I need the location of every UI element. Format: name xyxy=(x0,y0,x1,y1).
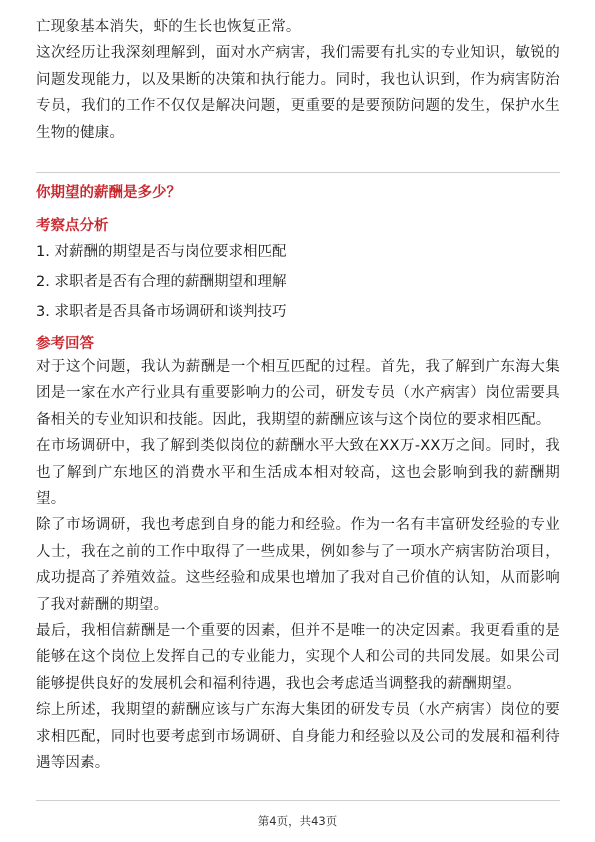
intro-paragraph: 这次经历让我深刻理解到，面对水产病害，我们需要有扎实的专业知识，敏锐的问题发现能力，以及果断的决策和执行能力。同时，我也认识到，作为病害防治专员，我们的工作不仅仅是解决问题，更重要的是要预防问题的发生，保护水生生物的健康。 xyxy=(36,45,560,141)
analysis-point: 1. 对薪酬的期望是否与岗位要求相匹配 xyxy=(36,244,287,260)
answer-heading: 参考回答 xyxy=(36,336,94,352)
intro-section xyxy=(36,14,560,146)
answer-paragraph: 最后，我相信薪酬是一个重要的因素，但并不是唯一的决定因素。我更看重的是能够在这个岗位上发挥自己的专业能力，实现个人和公司的共同发展。如果公司能够提供良好的发展机会和福利待遇，我也会考虑适当调整我的薪酬期望。 xyxy=(36,623,560,692)
page-number: 第4页，共43页 xyxy=(257,814,338,828)
footer-divider xyxy=(36,800,560,801)
question-title: 你期望的薪酬是多少？ xyxy=(36,185,181,201)
analysis-point: 2. 求职者是否有合理的薪酬期望和理解 xyxy=(36,274,287,290)
answer-paragraph: 综上所述，我期望的薪酬应该与广东海大集团的研发专员（水产病害）岗位的要求相匹配，同时也要考虑到市场调研、自身能力和经验以及公司的发展和福利待遇等因素。 xyxy=(36,702,560,772)
intro-paragraph: 亡现象基本消失，虾的生长也恢复正常。 xyxy=(36,19,301,35)
analysis-point: 3. 求职者是否具备市场调研和谈判技巧 xyxy=(36,304,287,320)
answer-paragraph: 在市场调研中，我了解到类似岗位的薪酬水平大致在XX万-XX万之间。同时，我也了解到广东地区的消费水平和生活成本相对较高，这也会影响到我的薪酬期望。 xyxy=(36,438,560,508)
answer-paragraph: 除了市场调研，我也考虑到自身的能力和经验。作为一名有丰富研发经验的专业人士，我在之前的工作中取得了一些成果，例如参与了一项水产病害防治项目，成功提高了养殖效益。这些经验和成果也增加了我对自己价值的认知，从而影响了我对薪酬的期望。 xyxy=(36,517,560,613)
section-divider xyxy=(36,172,560,173)
answer-section xyxy=(36,354,560,777)
answer-paragraph: 对于这个问题，我认为薪酬是一个相互匹配的过程。首先，我了解到广东海大集团是一家在水产行业具有重要影响力的公司，研发专员（水产病害）岗位需要具备相关的专业知识和技能。因此，我期望的薪酬应该与这个岗位的要求相匹配。 xyxy=(36,359,560,428)
analysis-heading: 考察点分析 xyxy=(36,218,109,234)
